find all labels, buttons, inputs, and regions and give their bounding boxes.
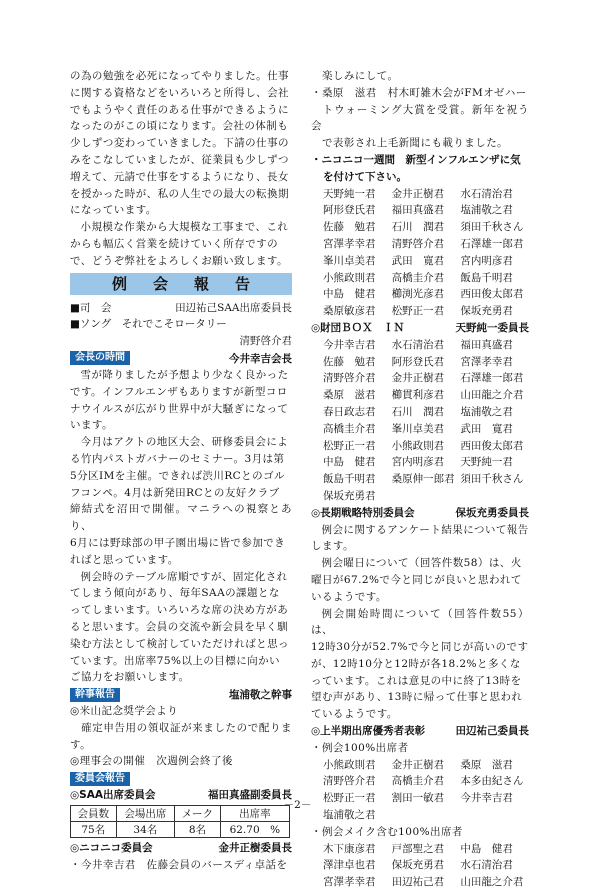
text-line: ています。出席率75%以上の目標に向かい — [70, 654, 280, 667]
member-name: 松野正一君 — [391, 305, 445, 318]
member-name: 塩浦敬之君 — [460, 204, 513, 217]
president-name: 今井幸吉会長 — [229, 352, 292, 365]
text-line: が、12時10分と12時が各18.2%と多くな — [311, 657, 521, 670]
member-name: 小熊政則君 — [323, 271, 376, 284]
committee-tag: 委員会報告 — [70, 772, 130, 786]
president-header — [70, 350, 292, 367]
text-line: します。 — [311, 540, 354, 553]
name-row — [323, 236, 529, 253]
name-row — [323, 370, 529, 387]
text-line: になっています。 — [70, 204, 157, 217]
text-line: ・桑原 滋君 村木町雑木会がFMオゼハー — [311, 86, 527, 99]
table-cell: 62.70 % — [220, 822, 289, 838]
niko-week-title: ・ニコニコ一週間 新型インフルエンザに気 — [311, 153, 521, 166]
longterm-paragraph-1 — [311, 522, 529, 556]
member-name: 飯島千明君 — [323, 473, 376, 486]
text-line: 例会開始時間について（回答件数55）は、 — [311, 607, 529, 637]
text-line: ているようです。 — [311, 708, 398, 721]
table-header-cell: 会員数 — [71, 806, 117, 822]
member-name: 桑原 滋君 — [460, 758, 513, 771]
name-row — [323, 387, 529, 404]
text-line: なったのがこの頃になります。会社の体制も — [70, 120, 289, 133]
member-name: 福田真盛君 — [391, 204, 445, 217]
name-row — [323, 488, 529, 505]
attendance-names-2 — [311, 841, 529, 891]
box-names — [311, 337, 529, 505]
member-name: 宮澤孝幸君 — [460, 355, 513, 368]
name-row — [323, 421, 529, 438]
attendance-heading — [311, 723, 529, 740]
president-paragraph-2 — [70, 434, 292, 568]
niko-week-title-2: を付けて下さい。 — [323, 170, 407, 183]
member-name: 高橋圭介君 — [391, 775, 445, 788]
member-name: 小熊政則君 — [391, 439, 445, 452]
member-name: 中島 健君 — [323, 456, 376, 469]
name-row — [323, 404, 529, 421]
text-line: 12時30分が52.7%で今と同じが高いのです — [311, 641, 529, 654]
member-name: 桑原 滋君 — [323, 389, 376, 402]
intro-paragraph-2 — [70, 219, 292, 269]
member-name: 阿形登氏君 — [323, 204, 376, 217]
text-line: 染む方法として検討していただければと思っ — [70, 637, 289, 650]
table-header-cell: 会場出席 — [116, 806, 175, 822]
member-name: 中島 健君 — [323, 288, 376, 301]
longterm-paragraph-3 — [311, 606, 529, 724]
meeting-host-label: ■司 会 — [70, 301, 112, 314]
name-row — [323, 841, 529, 858]
secretary-line: ◎米山記念奨学会より — [70, 705, 179, 718]
text-line: る竹内パストガバナーのセミナー。3月は第 — [70, 452, 285, 465]
name-row — [323, 471, 529, 488]
text-line: ご協力をお願いします。 — [70, 671, 190, 684]
text-line: 例会に関するアンケート結果について報告 — [321, 523, 529, 536]
saa-title: ◎SAA出席委員会 — [70, 789, 156, 802]
song-leader: 清野啓介君 — [239, 335, 292, 348]
member-name: 石澤雄一郎君 — [460, 372, 524, 385]
secretary-line: 確定申告用の領収証が来ましたので配ります。 — [70, 721, 292, 751]
member-name: 保坂充勇君 — [323, 489, 376, 502]
text-line: に関する資格などをいろいろと所得し、会社 — [70, 86, 289, 99]
meeting-song-label: ■ソング それでこそロータリー — [70, 318, 227, 331]
member-name: 本多由紀さん — [460, 775, 524, 788]
member-name: 金井正樹君 — [391, 758, 445, 771]
name-row — [323, 286, 529, 303]
table-cell: 75名 — [71, 822, 117, 838]
member-name: 水石清治君 — [391, 338, 445, 351]
attendance-name: 田辺祐己委員長 — [455, 725, 529, 738]
member-name: 塩浦敬之君 — [460, 405, 513, 418]
member-name: 佐藤 勉君 — [323, 221, 376, 234]
member-name: 佐藤 勉君 — [323, 355, 376, 368]
name-row — [323, 438, 529, 455]
member-name: 福田真盛君 — [460, 338, 513, 351]
member-name: 田辺祐己君 — [391, 876, 445, 889]
text-line: 例会曜日について（回答件数58）は、火 — [321, 557, 522, 570]
member-name: 春日政志君 — [323, 405, 376, 418]
member-name: 清野啓介君 — [323, 775, 376, 788]
text-line: で、どうぞ弊社をよろしくお願い致します。 — [70, 254, 288, 267]
box-heading — [311, 320, 529, 337]
longterm-title: ◎長期戦略特別委員会 — [311, 506, 415, 519]
text-line: 5分区IMを主催。できれば渋川RCとのゴル — [70, 469, 285, 482]
name-row — [323, 303, 529, 320]
text-line: 締結式を沼田で開催。マニラへの視察とあり、 — [70, 503, 292, 533]
text-line: 雪が降りましたが予想より少なく良かった — [80, 368, 289, 381]
niko-week-names — [311, 186, 529, 320]
name-row — [323, 253, 529, 270]
member-name: 高橋圭介君 — [391, 271, 445, 284]
text-line: です。インフルエンザもありますが新型コロ — [70, 385, 288, 398]
secretary-header — [70, 686, 292, 703]
table-cell: 8名 — [175, 822, 221, 838]
member-name: 清野啓介君 — [323, 372, 376, 385]
text-line: っています。これは意見の中に終了13時を — [311, 674, 522, 687]
box-title: ◎財団ＢＯＸ ＩＮ — [311, 321, 405, 334]
member-name: 宮内明彦君 — [460, 254, 513, 267]
text-line: を授かった時が、私の人生での最大の転換期 — [70, 187, 289, 200]
text-line: 少しずつ変わっていきました。下請の仕事の — [70, 137, 289, 150]
member-name: 山田龍之介君 — [460, 876, 524, 889]
text-line: からも幅広く営業を続けていく所存ですの — [70, 237, 279, 250]
member-name: 須田千秋さん — [460, 473, 524, 486]
meeting-host-row — [70, 300, 292, 317]
member-name: 木下康彦君 — [323, 842, 376, 855]
member-name: 小熊政則君 — [323, 758, 376, 771]
name-row — [323, 757, 529, 774]
president-paragraph-3 — [70, 569, 292, 687]
member-name: 天野純一君 — [323, 187, 376, 200]
meeting-report-banner — [70, 273, 292, 295]
president-tag: 会長の時間 — [70, 351, 130, 365]
text-line: 望む声があり、13時に帰って仕事と思われ — [311, 691, 523, 704]
longterm-name: 保坂充勇委員長 — [455, 506, 529, 519]
text-line: の為の勉強を必死になってやりました。仕事 — [70, 70, 289, 82]
text-line: みをこなしていましたが、従業員も少しずつ — [70, 153, 289, 166]
name-row — [323, 454, 529, 471]
text-line: 今月はアクトの地区大会、研修委員会によ — [80, 436, 289, 449]
name-row — [323, 337, 529, 354]
member-name — [392, 488, 461, 505]
name-row — [323, 773, 529, 790]
member-name: 今井幸吉君 — [460, 792, 513, 805]
right-column — [311, 68, 529, 891]
member-name: 松野正一君 — [323, 792, 376, 805]
member-name — [460, 488, 529, 505]
niko-heading — [70, 840, 292, 857]
niko-title: ◎ニコニコ委員会 — [70, 842, 153, 855]
member-name: 山田龍之介君 — [460, 389, 524, 402]
member-name: 西田俊太郎君 — [460, 439, 524, 452]
banner-title: 例会報告 — [111, 275, 276, 294]
secretary-name: 塩浦敬之幹事 — [229, 689, 292, 702]
member-name: 阿形登氏君 — [391, 355, 445, 368]
committee-header — [70, 770, 292, 787]
longterm-paragraph-2 — [311, 555, 529, 605]
member-name: 澤津卓也君 — [323, 859, 376, 872]
name-row — [323, 857, 529, 874]
member-name: 割田一敏君 — [391, 792, 445, 805]
text-line: 楽しみにして。 — [311, 70, 399, 82]
member-name: 峯川卓美君 — [391, 422, 445, 435]
member-name: 石川 潤君 — [391, 221, 445, 234]
member-name: 石川 潤君 — [391, 405, 445, 418]
saa-name: 福田真盛副委員長 — [208, 789, 292, 802]
meeting-host-value: 田辺祐己SAA出席委員長 — [175, 301, 292, 314]
table-row — [71, 822, 290, 838]
member-name: 松野正一君 — [323, 439, 376, 452]
text-line: てしまう傾向があり、毎年SAAの課題とな — [70, 587, 280, 600]
secretary-tag: 幹事報告 — [70, 688, 120, 702]
member-name: 桑原敏彦君 — [323, 305, 376, 318]
member-name: 武田 寛君 — [391, 254, 445, 267]
member-name: 飯島千明君 — [460, 271, 513, 284]
box-name: 天野純一委員長 — [455, 321, 529, 334]
name-row — [323, 354, 529, 371]
text-line: 例会時のテーブル席順ですが、固定化され — [80, 570, 288, 583]
text-line: ればと思っています。 — [70, 553, 179, 566]
member-name: 宮内明彦君 — [391, 456, 445, 469]
text-line: 小規模な作業から大規模な工事まで、これ — [80, 221, 289, 234]
member-name: 櫛渕光彦君 — [391, 288, 445, 301]
attendance-names-1 — [311, 757, 529, 824]
meeting-song-row — [70, 316, 292, 333]
text-line: トウォーミング大賞を受賞。新年を祝う会 — [311, 103, 529, 133]
table-header-cell: メーク — [175, 806, 221, 822]
attendance-sub-2: ・例会メイク含む100%出席者 — [311, 825, 463, 838]
member-name: 保坂充勇君 — [391, 859, 445, 872]
name-row — [323, 219, 529, 236]
member-name: 今井幸吉君 — [323, 338, 376, 351]
table-header-cell: 出席率 — [220, 806, 289, 822]
text-line: 6月には野球部の甲子園出場に皆で参加でき — [70, 536, 286, 549]
member-name: 高橋圭介君 — [323, 422, 376, 435]
niko-name: 金井正樹委員長 — [218, 842, 292, 855]
left-column — [70, 68, 292, 874]
secretary-line: ◎理事会の開催 次週例会終了後 — [70, 755, 233, 768]
text-line: フコンペ。4月は新発田RCとの友好クラブ — [70, 486, 280, 499]
text-line: ると思います。会員の交流や新会員を早く馴 — [70, 620, 289, 633]
text-line: 曜日が67.2%で今と同じが良いと思われて — [311, 573, 522, 586]
member-name: 水石清治君 — [460, 859, 513, 872]
attendance-sub-1: ・例会100%出席者 — [311, 741, 409, 754]
attendance-title: ◎上半期出席優秀者表彰 — [311, 725, 426, 738]
member-name: 宮澤孝幸君 — [323, 876, 376, 889]
page-number: －2－ — [283, 799, 312, 811]
niko-line: ・今井幸吉君 佐藤会員のバースディ卓話を — [70, 858, 288, 871]
intro-paragraph — [70, 68, 292, 219]
text-line: でもようやく責任のある仕事ができるように — [70, 103, 289, 116]
name-row — [323, 270, 529, 287]
text-line: います。 — [70, 419, 113, 432]
member-name: 塩浦敬之君 — [323, 809, 376, 822]
member-name: 金井正樹君 — [391, 372, 445, 385]
table-cell: 34名 — [116, 822, 175, 838]
member-name: 清野啓介君 — [391, 237, 445, 250]
text-line: で表彰され上毛新聞にも載りました。 — [311, 137, 509, 150]
name-row — [323, 202, 529, 219]
member-name: 須田千秋さん — [460, 221, 524, 234]
member-name: 宮澤孝幸君 — [323, 237, 376, 250]
text-line: ナウイルスが広がり世界中が大騒ぎになって — [70, 402, 289, 415]
member-name: 武田 寛君 — [460, 422, 513, 435]
member-name: 金井正樹君 — [391, 187, 445, 200]
member-name: 峯川卓美君 — [323, 254, 376, 267]
member-name: 戸部聖之君 — [391, 842, 445, 855]
name-row — [323, 186, 529, 203]
member-name: 桑原伸一郎君 — [391, 473, 455, 486]
member-name: 保坂充勇君 — [460, 305, 513, 318]
member-name: 櫛貫利彦君 — [391, 389, 445, 402]
text-line: いるようです。 — [311, 590, 387, 603]
longterm-heading — [311, 505, 529, 522]
president-paragraph-1 — [70, 367, 292, 434]
text-line: 増えて、元請で仕事をするようになり、長女 — [70, 170, 289, 183]
member-name: 天野純一君 — [460, 456, 513, 469]
member-name: 西田俊太郎君 — [460, 288, 524, 301]
member-name: 水石清治君 — [460, 187, 513, 200]
member-name: 中島 健君 — [460, 842, 513, 855]
text-line: ってしまいます。いろいろな席の決め方があ — [70, 604, 289, 617]
name-row — [323, 874, 529, 891]
member-name: 石澤雄一郎君 — [460, 237, 524, 250]
